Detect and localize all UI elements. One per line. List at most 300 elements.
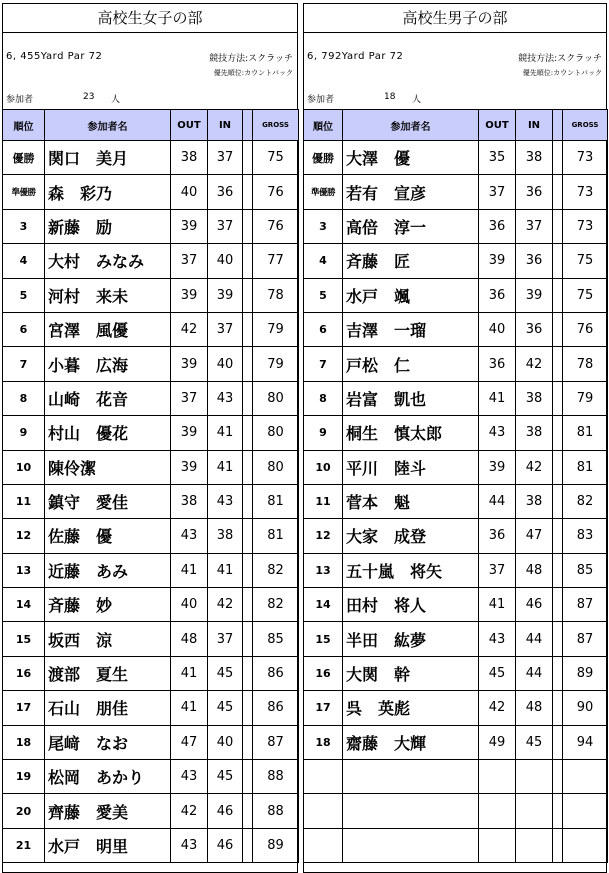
empty-row — [304, 794, 608, 828]
in-score-cell — [516, 828, 553, 862]
player-name-cell: 石山 朋佳 — [45, 691, 171, 725]
gross-score-cell: 87 — [563, 622, 608, 656]
out-score-cell: 43 — [479, 416, 516, 450]
gross-score-cell: 86 — [253, 656, 299, 690]
tiebreak-priority: 優先順位:カウントバック — [213, 69, 293, 77]
position-cell: 18 — [3, 725, 45, 759]
in-score-cell: 46 — [516, 588, 553, 622]
blank-cell — [243, 828, 253, 862]
table-row — [3, 381, 299, 415]
empty-row — [304, 828, 608, 862]
gross-score-cell: 82 — [253, 553, 299, 587]
entrants-label: 参加者 — [307, 95, 335, 105]
table-row — [304, 519, 608, 553]
out-score-cell: 39 — [171, 416, 208, 450]
table-row — [3, 553, 299, 587]
out-score-cell: 41 — [479, 588, 516, 622]
player-name-cell — [343, 760, 479, 794]
entrants-label: 参加者 — [6, 95, 34, 105]
gross-score-cell — [563, 760, 608, 794]
results-table — [2, 109, 299, 863]
blank-cell — [553, 141, 563, 175]
position-cell: 5 — [3, 278, 45, 312]
blank-cell — [243, 347, 253, 381]
gross-score-cell: 76 — [563, 312, 608, 346]
out-score-cell: 45 — [479, 656, 516, 690]
out-score-cell: 36 — [479, 209, 516, 243]
gross-score-cell: 80 — [253, 416, 299, 450]
position-cell: 3 — [3, 209, 45, 243]
player-name-cell: 水戸 明里 — [45, 828, 171, 862]
in-score-cell: 36 — [516, 244, 553, 278]
blank-cell — [243, 278, 253, 312]
out-score-cell: 39 — [479, 450, 516, 484]
out-score-cell: 36 — [479, 519, 516, 553]
table-row — [304, 588, 608, 622]
competition-method: 競技方法:スクラッチ — [209, 54, 293, 64]
blank-cell — [553, 588, 563, 622]
out-score-cell: 39 — [171, 450, 208, 484]
player-name-cell: 尾﨑 なお — [45, 725, 171, 759]
entrants-count — [304, 87, 606, 109]
table-row — [304, 416, 608, 450]
entrants-unit: 人 — [111, 95, 121, 105]
gross-score-cell: 76 — [253, 209, 299, 243]
table-row — [3, 725, 299, 759]
out-score-cell: 42 — [171, 794, 208, 828]
blank-cell — [553, 794, 563, 828]
position-cell: 14 — [304, 588, 343, 622]
blank-cell — [553, 725, 563, 759]
blank-cell — [243, 209, 253, 243]
in-score-cell: 45 — [208, 656, 243, 690]
position-cell: 4 — [3, 244, 45, 278]
position-cell — [304, 794, 343, 828]
out-score-cell: 35 — [479, 141, 516, 175]
table-row — [3, 450, 299, 484]
table-row — [3, 588, 299, 622]
table-row — [3, 622, 299, 656]
in-score-cell: 48 — [516, 553, 553, 587]
player-name-cell — [343, 794, 479, 828]
in-score-cell: 37 — [208, 622, 243, 656]
player-name-cell: 松岡 あかり — [45, 760, 171, 794]
gross-score-cell: 89 — [253, 828, 299, 862]
entrants-count — [3, 87, 297, 109]
blank-cell — [243, 312, 253, 346]
player-name-cell: 齋藤 大輝 — [343, 725, 479, 759]
in-score-cell — [516, 760, 553, 794]
player-name-cell: 水戸 颯 — [343, 278, 479, 312]
player-name-cell: 田村 将人 — [343, 588, 479, 622]
table-row — [304, 312, 608, 346]
out-score-cell — [479, 760, 516, 794]
out-score-cell: 44 — [479, 484, 516, 518]
player-name-cell: 斉藤 匠 — [343, 244, 479, 278]
out-score-cell: 49 — [479, 725, 516, 759]
player-name-cell: 坂西 涼 — [45, 622, 171, 656]
entrants-number: 23 — [83, 92, 95, 102]
table-row — [304, 450, 608, 484]
table-row — [304, 725, 608, 759]
gross-score-cell: 88 — [253, 760, 299, 794]
table-row — [304, 278, 608, 312]
blank-cell — [553, 828, 563, 862]
player-name-cell: 陳伶潔 — [45, 450, 171, 484]
out-score-cell: 43 — [171, 828, 208, 862]
player-name-cell: 宮澤 風優 — [45, 312, 171, 346]
header-out: OUT — [479, 110, 516, 141]
table-row — [3, 244, 299, 278]
in-score-cell: 41 — [208, 450, 243, 484]
position-cell: 優勝 — [304, 141, 343, 175]
table-row — [3, 484, 299, 518]
in-score-cell: 46 — [208, 828, 243, 862]
gross-score-cell: 73 — [563, 209, 608, 243]
table-row — [304, 622, 608, 656]
out-score-cell: 40 — [171, 175, 208, 209]
position-cell: 7 — [3, 347, 45, 381]
gross-score-cell: 79 — [563, 381, 608, 415]
player-name-cell: 佐藤 優 — [45, 519, 171, 553]
gross-score-cell: 73 — [563, 175, 608, 209]
position-cell: 13 — [3, 553, 45, 587]
gross-score-cell: 83 — [563, 519, 608, 553]
player-name-cell: 小暮 広海 — [45, 347, 171, 381]
position-cell: 9 — [3, 416, 45, 450]
blank-cell — [553, 484, 563, 518]
out-score-cell: 36 — [479, 278, 516, 312]
blank-cell — [243, 416, 253, 450]
in-score-cell: 38 — [516, 381, 553, 415]
out-score-cell: 42 — [479, 691, 516, 725]
position-cell: 準優勝 — [304, 175, 343, 209]
in-score-cell: 41 — [208, 416, 243, 450]
position-cell: 20 — [3, 794, 45, 828]
gross-score-cell: 87 — [253, 725, 299, 759]
player-name-cell: 大関 幹 — [343, 656, 479, 690]
blank-cell — [553, 622, 563, 656]
gross-score-cell: 81 — [563, 450, 608, 484]
in-score-cell: 37 — [208, 141, 243, 175]
in-score-cell: 36 — [208, 175, 243, 209]
gross-score-cell: 81 — [253, 484, 299, 518]
in-score-cell: 46 — [208, 794, 243, 828]
gross-score-cell: 86 — [253, 691, 299, 725]
division-title: 高校生女子の部 — [3, 4, 297, 33]
blank-cell — [553, 691, 563, 725]
position-cell — [304, 828, 343, 862]
position-cell: 6 — [3, 312, 45, 346]
table-row — [304, 244, 608, 278]
player-name-cell: 若有 宣彦 — [343, 175, 479, 209]
gross-score-cell: 90 — [563, 691, 608, 725]
in-score-cell: 38 — [516, 141, 553, 175]
player-name-cell: 渡部 夏生 — [45, 656, 171, 690]
position-cell: 18 — [304, 725, 343, 759]
gross-score-cell: 78 — [253, 278, 299, 312]
position-cell: 5 — [304, 278, 343, 312]
position-cell: 6 — [304, 312, 343, 346]
in-score-cell: 38 — [516, 416, 553, 450]
out-score-cell: 42 — [171, 312, 208, 346]
out-score-cell: 37 — [171, 244, 208, 278]
blank-cell — [553, 347, 563, 381]
gross-score-cell: 77 — [253, 244, 299, 278]
blank-cell — [553, 416, 563, 450]
results-table — [303, 109, 608, 863]
in-score-cell: 45 — [208, 760, 243, 794]
table-row — [3, 312, 299, 346]
out-score-cell: 37 — [479, 553, 516, 587]
girls-division-panel — [2, 3, 298, 873]
gross-score-cell: 73 — [563, 141, 608, 175]
blank-cell — [243, 691, 253, 725]
table-row — [304, 656, 608, 690]
position-cell: 10 — [304, 450, 343, 484]
out-score-cell: 39 — [479, 244, 516, 278]
position-cell: 3 — [304, 209, 343, 243]
gross-score-cell: 85 — [563, 553, 608, 587]
gross-score-cell: 82 — [253, 588, 299, 622]
player-name-cell: 森 彩乃 — [45, 175, 171, 209]
gross-score-cell: 87 — [563, 588, 608, 622]
player-name-cell: 近藤 あみ — [45, 553, 171, 587]
player-name-cell: 新藤 励 — [45, 209, 171, 243]
in-score-cell: 41 — [208, 553, 243, 587]
player-name-cell: 呉 英彪 — [343, 691, 479, 725]
blank-cell — [553, 450, 563, 484]
table-row — [304, 484, 608, 518]
player-name-cell: 河村 来未 — [45, 278, 171, 312]
position-cell: 11 — [3, 484, 45, 518]
player-name-cell: 大家 成登 — [343, 519, 479, 553]
position-cell: 17 — [3, 691, 45, 725]
table-row — [304, 141, 608, 175]
player-name-cell: 平川 陸斗 — [343, 450, 479, 484]
position-cell: 16 — [3, 656, 45, 690]
player-name-cell: 戸松 仁 — [343, 347, 479, 381]
out-score-cell: 41 — [479, 381, 516, 415]
in-score-cell: 39 — [516, 278, 553, 312]
gross-score-cell: 76 — [253, 175, 299, 209]
out-score-cell: 41 — [171, 656, 208, 690]
course-yardage: 6, 455Yard Par 72 — [6, 51, 103, 62]
position-cell: 10 — [3, 450, 45, 484]
in-score-cell: 40 — [208, 725, 243, 759]
competition-method: 競技方法:スクラッチ — [518, 54, 602, 64]
blank-cell — [243, 588, 253, 622]
in-score-cell: 45 — [208, 691, 243, 725]
in-score-cell: 44 — [516, 656, 553, 690]
in-score-cell: 37 — [516, 209, 553, 243]
player-name-cell: 齊藤 愛美 — [45, 794, 171, 828]
out-score-cell: 43 — [171, 519, 208, 553]
table-row — [3, 416, 299, 450]
position-cell: 8 — [3, 381, 45, 415]
in-score-cell: 48 — [516, 691, 553, 725]
out-score-cell: 39 — [171, 347, 208, 381]
gross-score-cell: 82 — [563, 484, 608, 518]
table-row — [304, 553, 608, 587]
gross-score-cell: 79 — [253, 347, 299, 381]
position-cell: 11 — [304, 484, 343, 518]
blank-cell — [243, 519, 253, 553]
player-name-cell: 吉澤 一瑠 — [343, 312, 479, 346]
blank-cell — [553, 656, 563, 690]
position-cell: 16 — [304, 656, 343, 690]
table-row — [3, 519, 299, 553]
position-cell: 17 — [304, 691, 343, 725]
blank-cell — [243, 794, 253, 828]
table-row — [3, 347, 299, 381]
table-row — [3, 828, 299, 862]
in-score-cell: 36 — [516, 312, 553, 346]
header-in: IN — [208, 110, 243, 141]
in-score-cell: 42 — [516, 450, 553, 484]
blank-cell — [553, 760, 563, 794]
gross-score-cell: 94 — [563, 725, 608, 759]
gross-score-cell: 75 — [253, 141, 299, 175]
gross-score-cell: 80 — [253, 450, 299, 484]
course-info — [3, 33, 297, 87]
in-score-cell — [516, 794, 553, 828]
blank-cell — [553, 209, 563, 243]
out-score-cell: 48 — [171, 622, 208, 656]
table-row — [3, 794, 299, 828]
player-name-cell: 大澤 優 — [343, 141, 479, 175]
gross-score-cell — [563, 828, 608, 862]
table-row — [304, 381, 608, 415]
table-row — [3, 760, 299, 794]
blank-cell — [553, 553, 563, 587]
position-cell: 12 — [3, 519, 45, 553]
table-row — [3, 656, 299, 690]
out-score-cell: 41 — [171, 691, 208, 725]
gross-score-cell: 75 — [563, 278, 608, 312]
in-score-cell: 38 — [208, 519, 243, 553]
table-header-row — [3, 110, 299, 141]
blank-cell — [243, 622, 253, 656]
table-row — [304, 175, 608, 209]
gross-score-cell: 79 — [253, 312, 299, 346]
blank-cell — [243, 725, 253, 759]
in-score-cell: 43 — [208, 484, 243, 518]
gross-score-cell — [563, 794, 608, 828]
course-yardage: 6, 792Yard Par 72 — [307, 51, 404, 62]
in-score-cell: 47 — [516, 519, 553, 553]
player-name-cell: 村山 優花 — [45, 416, 171, 450]
empty-row — [304, 760, 608, 794]
blank-cell — [243, 656, 253, 690]
player-name-cell: 関口 美月 — [45, 141, 171, 175]
in-score-cell: 37 — [208, 209, 243, 243]
blank-cell — [243, 141, 253, 175]
blank-cell — [243, 484, 253, 518]
player-name-cell — [343, 828, 479, 862]
position-cell: 21 — [3, 828, 45, 862]
position-cell: 15 — [3, 622, 45, 656]
player-name-cell: 鎮守 愛佳 — [45, 484, 171, 518]
out-score-cell: 40 — [479, 312, 516, 346]
entrants-number: 18 — [384, 92, 396, 102]
header-position: 順位 — [304, 110, 343, 141]
position-cell: 14 — [3, 588, 45, 622]
gross-score-cell: 78 — [563, 347, 608, 381]
position-cell: 13 — [304, 553, 343, 587]
position-cell: 準優勝 — [3, 175, 45, 209]
out-score-cell: 37 — [171, 381, 208, 415]
position-cell: 12 — [304, 519, 343, 553]
header-blank — [553, 110, 563, 141]
in-score-cell: 42 — [208, 588, 243, 622]
in-score-cell: 44 — [516, 622, 553, 656]
gross-score-cell: 80 — [253, 381, 299, 415]
out-score-cell: 37 — [479, 175, 516, 209]
table-row — [3, 141, 299, 175]
blank-cell — [553, 312, 563, 346]
position-cell: 優勝 — [3, 141, 45, 175]
header-name: 参加者名 — [45, 110, 171, 141]
tiebreak-priority: 優先順位:カウントバック — [522, 69, 602, 77]
player-name-cell: 菅本 魁 — [343, 484, 479, 518]
in-score-cell: 40 — [208, 347, 243, 381]
position-cell: 4 — [304, 244, 343, 278]
header-gross: GROSS — [563, 110, 608, 141]
table-row — [304, 691, 608, 725]
in-score-cell: 42 — [516, 347, 553, 381]
header-in: IN — [516, 110, 553, 141]
player-name-cell: 岩富 凱也 — [343, 381, 479, 415]
in-score-cell: 40 — [208, 244, 243, 278]
blank-cell — [243, 553, 253, 587]
table-header-row — [304, 110, 608, 141]
gross-score-cell: 89 — [563, 656, 608, 690]
out-score-cell: 39 — [171, 278, 208, 312]
table-row — [3, 175, 299, 209]
course-info — [304, 33, 606, 87]
blank-cell — [553, 278, 563, 312]
in-score-cell: 45 — [516, 725, 553, 759]
in-score-cell: 43 — [208, 381, 243, 415]
player-name-cell: 五十嵐 将矢 — [343, 553, 479, 587]
in-score-cell: 37 — [208, 312, 243, 346]
player-name-cell: 斉藤 妙 — [45, 588, 171, 622]
table-row — [304, 209, 608, 243]
blank-cell — [553, 175, 563, 209]
boys-division-panel — [303, 3, 607, 873]
table-row — [3, 278, 299, 312]
out-score-cell — [479, 794, 516, 828]
gross-score-cell: 85 — [253, 622, 299, 656]
out-score-cell: 39 — [171, 209, 208, 243]
out-score-cell: 41 — [171, 553, 208, 587]
out-score-cell: 38 — [171, 141, 208, 175]
header-blank — [243, 110, 253, 141]
out-score-cell: 43 — [479, 622, 516, 656]
table-row — [3, 691, 299, 725]
gross-score-cell: 81 — [253, 519, 299, 553]
gross-score-cell: 75 — [563, 244, 608, 278]
gross-score-cell: 88 — [253, 794, 299, 828]
blank-cell — [243, 244, 253, 278]
header-gross: GROSS — [253, 110, 299, 141]
blank-cell — [553, 381, 563, 415]
header-out: OUT — [171, 110, 208, 141]
position-cell: 8 — [304, 381, 343, 415]
division-title: 高校生男子の部 — [304, 4, 606, 33]
player-name-cell: 桐生 慎太郎 — [343, 416, 479, 450]
